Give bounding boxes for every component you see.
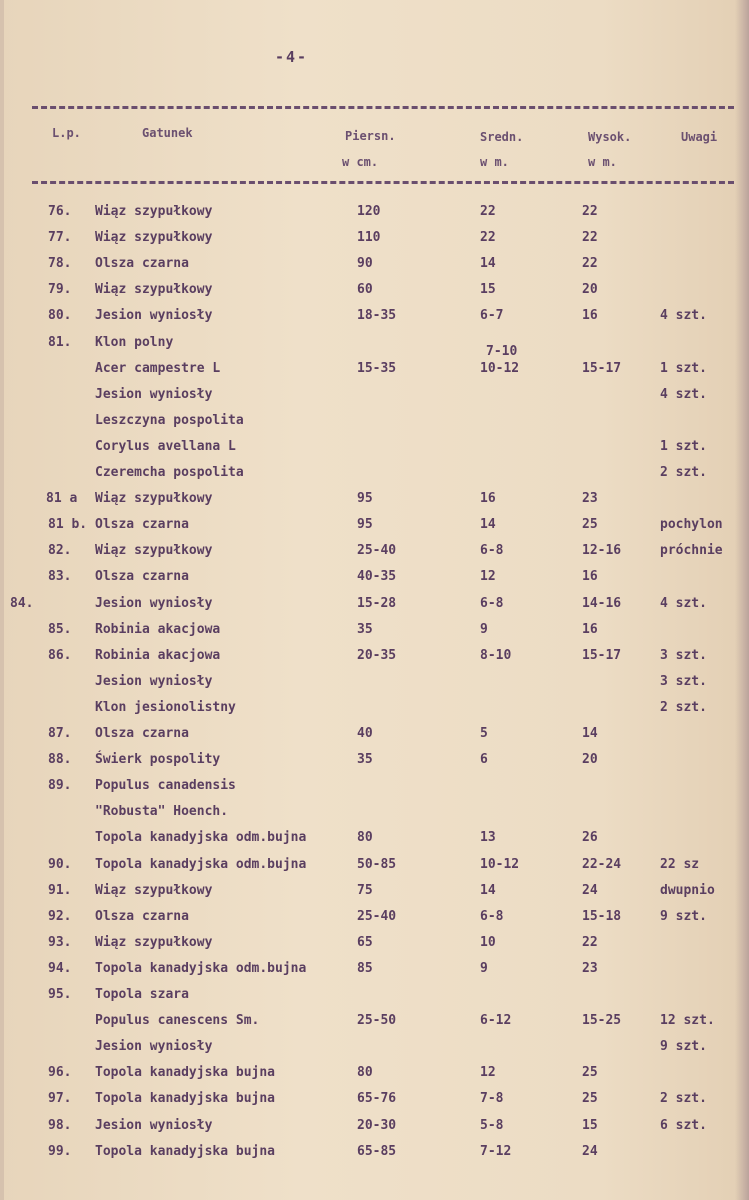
- row-number: 96.: [48, 1065, 72, 1081]
- species-name: Wiąz szypułkowy: [95, 282, 213, 298]
- species-name: Jesion wyniosły: [95, 1039, 213, 1055]
- species-name: "Robusta" Hoench.: [95, 804, 229, 820]
- diameter-cm: 25-40: [357, 543, 397, 559]
- species-name: Olsza czarna: [95, 517, 189, 533]
- header-wysok: Wysok.: [588, 130, 632, 144]
- height-m: 20: [582, 752, 598, 768]
- table-row: [0, 335, 749, 361]
- height-m: 22: [582, 934, 598, 950]
- row-number: 84.: [10, 595, 34, 611]
- table-row: [0, 1118, 749, 1144]
- crown-diameter-m: 10-12: [480, 856, 520, 872]
- header-bottom-rule: [32, 181, 734, 184]
- diameter-cm: 110: [357, 230, 381, 246]
- diameter-cm: 65-85: [357, 1143, 397, 1159]
- diameter-cm: 60: [357, 282, 373, 298]
- crown-diameter-m: 5: [480, 726, 488, 741]
- species-name: Topola kanadyjska odm.bujna: [95, 856, 307, 872]
- row-number: 81 b.: [48, 517, 88, 533]
- diameter-cm: 40: [357, 726, 373, 741]
- row-number: 78.: [48, 256, 72, 272]
- row-number: 92.: [48, 908, 72, 924]
- height-m: 15-17: [582, 647, 622, 663]
- species-name: Leszczyna pospolita: [95, 412, 244, 428]
- height-m: 15-17: [582, 360, 622, 376]
- species-name: Klon polny: [95, 334, 174, 350]
- row-number: 99.: [48, 1143, 72, 1159]
- table-row: [0, 543, 749, 569]
- species-name: Olsza czarna: [95, 256, 189, 272]
- crown-diameter-m: 15: [480, 282, 496, 298]
- table-row: [0, 465, 749, 491]
- species-name: Wiąz szypułkowy: [95, 543, 213, 559]
- table-row: [0, 961, 749, 987]
- row-number: 83.: [48, 569, 72, 585]
- diameter-cm: 35: [357, 621, 373, 637]
- header-piersn: Piersn.: [345, 129, 396, 143]
- species-name: Topola kanadyjska bujna: [95, 1065, 276, 1081]
- crown-diameter-m: 7-12: [480, 1143, 512, 1159]
- diameter-cm: 25-40: [357, 908, 397, 924]
- species-name: Jesion wyniosły: [95, 308, 213, 324]
- height-m: 20: [582, 282, 598, 298]
- diameter-cm: 80: [357, 830, 373, 846]
- table-row: [0, 1013, 749, 1039]
- remarks: 3 szt.: [660, 647, 707, 663]
- crown-diameter-m: 6-8: [480, 908, 504, 924]
- row-number: 79.: [48, 282, 72, 298]
- height-m: 22: [582, 256, 598, 272]
- species-name: Wiąz szypułkowy: [95, 934, 213, 950]
- row-number: 81 a: [46, 491, 78, 507]
- diameter-cm: 40-35: [357, 569, 397, 585]
- remarks: 3 szt.: [660, 673, 707, 689]
- diameter-cm: 85: [357, 960, 373, 976]
- row-number: 97.: [48, 1091, 72, 1107]
- remarks: 6 szt.: [660, 1117, 707, 1133]
- height-m: 16: [582, 308, 598, 324]
- crown-diameter-m: 10: [480, 934, 496, 950]
- table-row: [0, 413, 749, 439]
- table-row: [0, 387, 749, 413]
- crown-diameter-m: 7-8: [480, 1091, 504, 1107]
- height-m: 14-16: [582, 595, 622, 611]
- crown-diameter-m: 6-7: [480, 308, 504, 324]
- height-m: 22-24: [582, 856, 622, 872]
- species-name: Jesion wyniosły: [95, 595, 213, 611]
- table-row: [0, 1091, 749, 1117]
- remarks: 1 szt.: [660, 438, 707, 454]
- crown-diameter-m: 5-8: [480, 1117, 504, 1133]
- table-row: [0, 778, 749, 804]
- header-wysok-unit: w m.: [588, 155, 617, 169]
- crown-diameter-m: 6-8: [480, 543, 504, 559]
- extra-value-81: 7-10: [486, 344, 518, 359]
- height-m: 14: [582, 726, 598, 741]
- species-name: Topola kanadyjska odm.bujna: [95, 830, 307, 846]
- remarks: 2 szt.: [660, 699, 707, 715]
- row-number: 95.: [48, 987, 72, 1002]
- species-name: Wiąz szypułkowy: [95, 491, 213, 507]
- height-m: 23: [582, 491, 598, 507]
- row-number: 91.: [48, 882, 72, 898]
- species-name: Populus canadensis: [95, 778, 236, 794]
- table-row: [0, 804, 749, 830]
- diameter-cm: 65: [357, 934, 373, 950]
- height-m: 22: [582, 230, 598, 246]
- row-number: 76.: [48, 204, 72, 219]
- row-number: 90.: [48, 856, 72, 872]
- species-name: Wiąz szypułkowy: [95, 882, 213, 898]
- header-uwagi: Uwagi: [681, 130, 718, 144]
- header-sredn: Sredn.: [480, 130, 524, 144]
- row-number: 82.: [48, 543, 72, 559]
- species-name: Olsza czarna: [95, 569, 189, 585]
- crown-diameter-m: 14: [480, 882, 496, 898]
- height-m: 26: [582, 830, 598, 846]
- crown-diameter-m: 22: [480, 230, 496, 246]
- header-lp: L.p.: [52, 126, 81, 140]
- crown-diameter-m: 6: [480, 752, 488, 768]
- species-name: Topola kanadyjska odm.bujna: [95, 960, 307, 976]
- diameter-cm: 15-35: [357, 360, 397, 376]
- species-name: Acer campestre L: [95, 360, 221, 376]
- species-name: Wiąz szypułkowy: [95, 204, 213, 219]
- crown-diameter-m: 14: [480, 517, 496, 533]
- table-row: [0, 491, 749, 517]
- species-name: Robinia akacjowa: [95, 647, 221, 663]
- remarks: 9 szt.: [660, 908, 707, 924]
- table-row: [0, 596, 749, 622]
- crown-diameter-m: 6-8: [480, 595, 504, 611]
- crown-diameter-m: 22: [480, 204, 496, 219]
- remarks: 4 szt.: [660, 386, 707, 402]
- crown-diameter-m: 12: [480, 569, 496, 585]
- species-name: Olsza czarna: [95, 908, 189, 924]
- table-row: [0, 987, 749, 1013]
- species-name: Populus canescens Sm.: [95, 1013, 260, 1029]
- crown-diameter-m: 12: [480, 1065, 496, 1081]
- table-row: [0, 674, 749, 700]
- height-m: 24: [582, 882, 598, 898]
- table-row: [0, 361, 749, 387]
- table-row: [0, 700, 749, 726]
- remarks: 4 szt.: [660, 308, 707, 324]
- crown-diameter-m: 10-12: [480, 360, 520, 376]
- table-row: [0, 909, 749, 935]
- diameter-cm: 75: [357, 882, 373, 898]
- species-name: Jesion wyniosły: [95, 1117, 213, 1133]
- species-name: Olsza czarna: [95, 726, 189, 741]
- height-m: 25: [582, 517, 598, 533]
- species-name: Corylus avellana L: [95, 438, 236, 454]
- crown-diameter-m: 9: [480, 621, 488, 637]
- row-number: 86.: [48, 647, 72, 663]
- table-row: [0, 622, 749, 648]
- table-row: [0, 282, 749, 308]
- row-number: 87.: [48, 726, 72, 741]
- page-number: -4-: [275, 48, 309, 66]
- table-row: [0, 857, 749, 883]
- remarks: pochylon: [660, 517, 723, 533]
- row-number: 88.: [48, 752, 72, 768]
- remarks: dwupnio: [660, 882, 715, 898]
- table-row: [0, 517, 749, 543]
- remarks: próchnie: [660, 543, 723, 559]
- crown-diameter-m: 9: [480, 960, 488, 976]
- table-row: [0, 1065, 749, 1091]
- species-name: Jesion wyniosły: [95, 673, 213, 689]
- remarks: 2 szt.: [660, 465, 707, 480]
- table-row: [0, 830, 749, 856]
- table-row: [0, 883, 749, 909]
- row-number: 94.: [48, 960, 72, 976]
- height-m: 12-16: [582, 543, 622, 559]
- species-name: Czeremcha pospolita: [95, 465, 244, 480]
- row-number: 77.: [48, 230, 72, 246]
- crown-diameter-m: 13: [480, 830, 496, 846]
- header-piersn-unit: w cm.: [342, 155, 379, 169]
- remarks: 12 szt.: [660, 1013, 715, 1029]
- table-row: [0, 308, 749, 334]
- height-m: 22: [582, 204, 598, 219]
- header-sredn-unit: w m.: [480, 155, 509, 169]
- table-row: [0, 935, 749, 961]
- table-row: [0, 204, 749, 230]
- diameter-cm: 65-76: [357, 1091, 397, 1107]
- height-m: 25: [582, 1091, 598, 1107]
- species-name: Świerk pospolity: [95, 752, 221, 768]
- crown-diameter-m: 8-10: [480, 647, 512, 663]
- species-name: Jesion wyniosły: [95, 386, 213, 402]
- table-row: [0, 230, 749, 256]
- species-name: Topola kanadyjska bujna: [95, 1091, 276, 1107]
- crown-diameter-m: 14: [480, 256, 496, 272]
- diameter-cm: 25-50: [357, 1013, 397, 1029]
- species-name: Wiąz szypułkowy: [95, 230, 213, 246]
- diameter-cm: 80: [357, 1065, 373, 1081]
- table-row: [0, 648, 749, 674]
- header-top-rule: [32, 106, 734, 109]
- height-m: 23: [582, 960, 598, 976]
- table-row: [0, 752, 749, 778]
- remarks: 22 sz: [660, 856, 700, 872]
- table-row: [0, 1144, 749, 1170]
- crown-diameter-m: 16: [480, 491, 496, 507]
- diameter-cm: 18-35: [357, 308, 397, 324]
- table-row: [0, 256, 749, 282]
- row-number: 89.: [48, 778, 72, 794]
- diameter-cm: 95: [357, 491, 373, 507]
- row-number: 85.: [48, 621, 72, 637]
- table-row: [0, 726, 749, 752]
- height-m: 15-18: [582, 908, 622, 924]
- height-m: 25: [582, 1065, 598, 1081]
- table-row: [0, 569, 749, 595]
- table-row: [0, 1039, 749, 1065]
- diameter-cm: 15-28: [357, 595, 397, 611]
- remarks: 4 szt.: [660, 595, 707, 611]
- species-name: Topola szara: [95, 987, 189, 1002]
- species-name: Topola kanadyjska bujna: [95, 1143, 276, 1159]
- row-number: 93.: [48, 934, 72, 950]
- height-m: 24: [582, 1143, 598, 1159]
- species-name: Robinia akacjowa: [95, 621, 221, 637]
- height-m: 16: [582, 569, 598, 585]
- crown-diameter-m: 6-12: [480, 1013, 512, 1029]
- row-number: 80.: [48, 308, 72, 324]
- diameter-cm: 35: [357, 752, 373, 768]
- header-gatunek: Gatunek: [142, 126, 193, 140]
- row-number: 98.: [48, 1117, 72, 1133]
- height-m: 15: [582, 1117, 598, 1133]
- row-number: 81.: [48, 334, 72, 350]
- diameter-cm: 90: [357, 256, 373, 272]
- height-m: 15-25: [582, 1013, 622, 1029]
- diameter-cm: 95: [357, 517, 373, 533]
- remarks: 1 szt.: [660, 360, 707, 376]
- remarks: 9 szt.: [660, 1039, 707, 1055]
- table-row: [0, 439, 749, 465]
- diameter-cm: 20-30: [357, 1117, 397, 1133]
- height-m: 16: [582, 621, 598, 637]
- diameter-cm: 20-35: [357, 647, 397, 663]
- remarks: 2 szt.: [660, 1091, 707, 1107]
- diameter-cm: 120: [357, 204, 381, 219]
- species-name: Klon jesionolistny: [95, 699, 236, 715]
- diameter-cm: 50-85: [357, 856, 397, 872]
